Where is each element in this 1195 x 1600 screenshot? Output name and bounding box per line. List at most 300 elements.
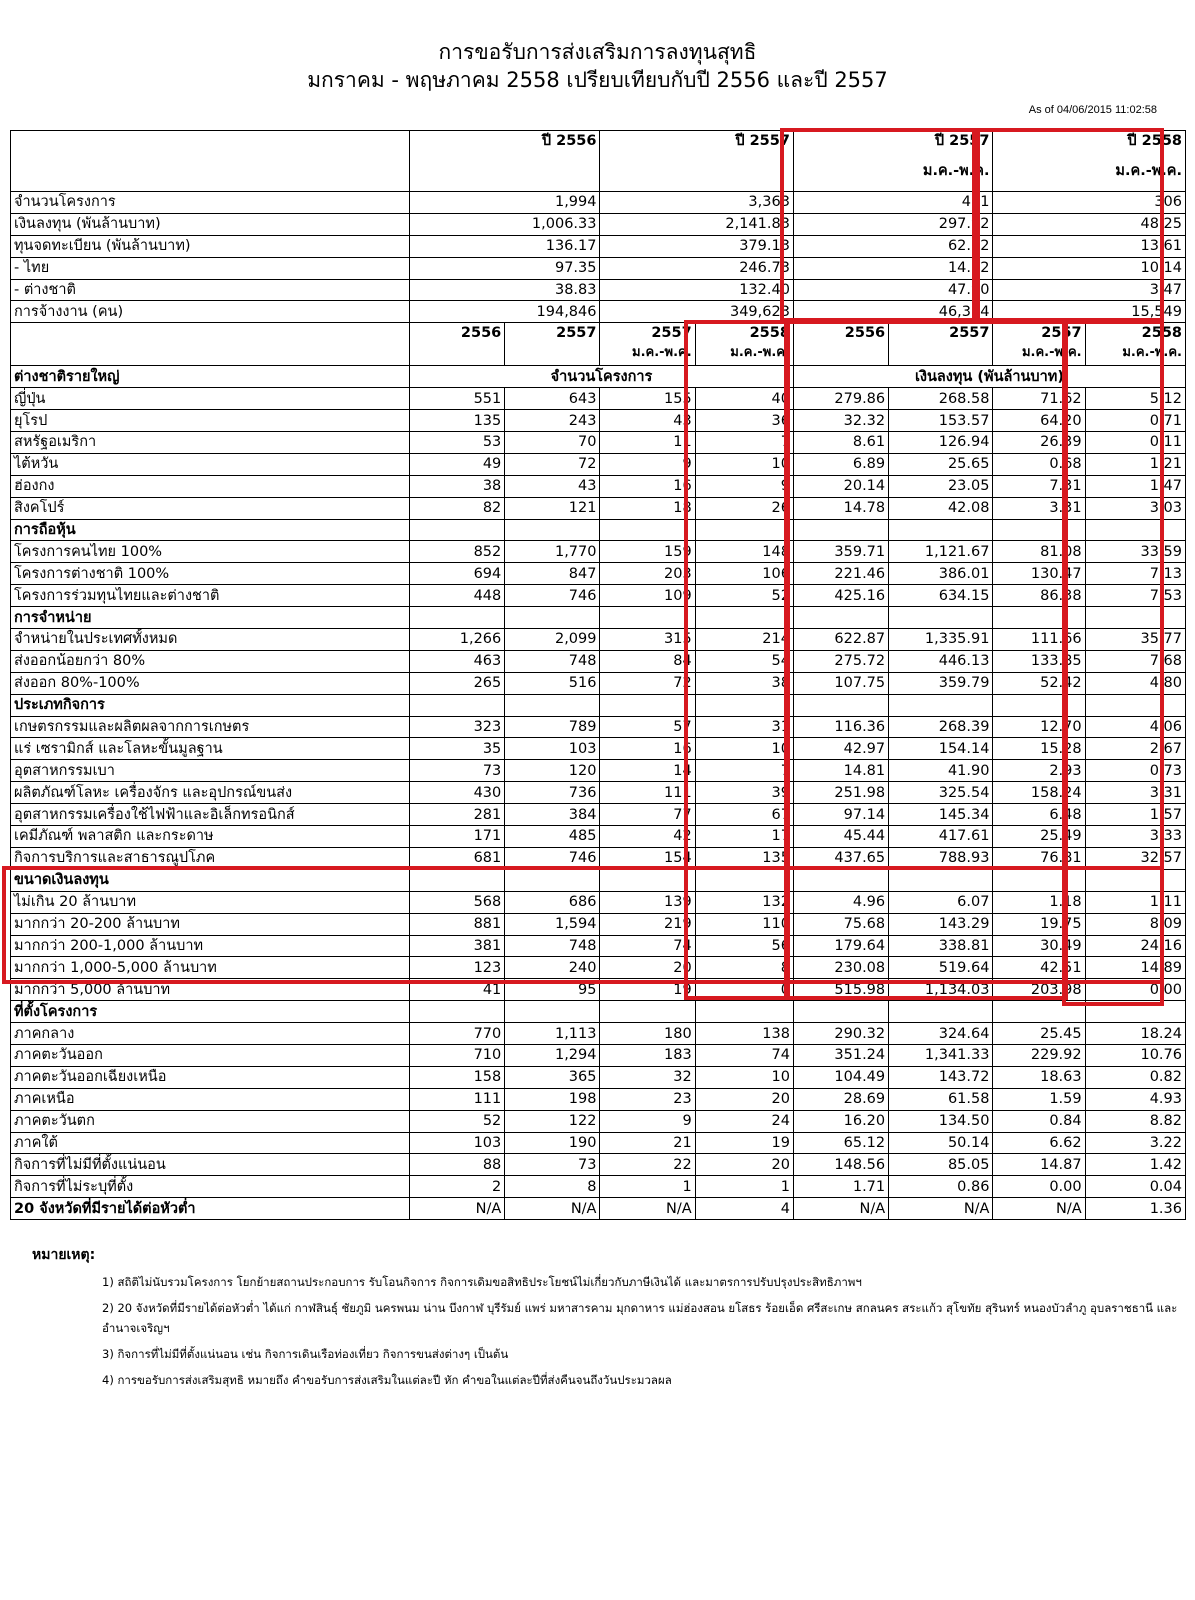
value-cell: 243	[505, 410, 600, 432]
row-label: มากกว่า 1,000-5,000 ล้านบาท	[11, 957, 410, 979]
value-cell: 8.09	[1085, 913, 1185, 935]
value-cell: 16	[600, 738, 695, 760]
row-label: มากกว่า 5,000 ล้านบาท	[11, 979, 410, 1001]
value-cell: 42.51	[993, 957, 1085, 979]
value-cell: 265	[410, 672, 505, 694]
empty-cell	[889, 694, 993, 716]
section-header-row	[11, 694, 1186, 716]
value-cell: 20	[695, 1088, 793, 1110]
section-title: ต่างชาติรายใหญ่	[11, 366, 410, 388]
value-cell: 36	[695, 410, 793, 432]
row-label: ไต้หวัน	[11, 453, 410, 475]
value-cell: 12.70	[993, 716, 1085, 738]
summary-column-header	[410, 131, 600, 192]
value-cell: 194,846	[410, 301, 600, 323]
value-cell: 103	[410, 1132, 505, 1154]
empty-cell	[410, 694, 505, 716]
value-cell: 3.31	[1085, 782, 1185, 804]
value-cell: 38	[410, 475, 505, 497]
value-cell: 138	[695, 1023, 793, 1045]
value-cell: 8	[695, 957, 793, 979]
value-cell: 290.32	[793, 1023, 888, 1045]
value-cell: 73	[505, 1154, 600, 1176]
table-row	[11, 1110, 1186, 1132]
value-cell: 64.20	[993, 410, 1085, 432]
column-year: 2557	[949, 325, 990, 342]
value-cell: 0.00	[1085, 979, 1185, 1001]
row-label: ผลิตภัณฑ์โลหะ เครื่องจักร และอุปกรณ์ขนส่ง	[11, 782, 410, 804]
value-cell: 47.90	[793, 279, 993, 301]
table-row	[11, 804, 1186, 826]
value-cell: 694	[410, 563, 505, 585]
empty-cell	[505, 607, 600, 629]
detail-header-row	[11, 323, 1186, 366]
value-cell: 516	[505, 672, 600, 694]
value-cell: 1,994	[410, 192, 600, 214]
value-cell: 0.00	[993, 1176, 1085, 1198]
value-cell: 3.22	[1085, 1132, 1185, 1154]
value-cell: 28.69	[793, 1088, 888, 1110]
value-cell: 30.49	[993, 935, 1085, 957]
table-row	[11, 957, 1186, 979]
row-label: ไม่เกิน 20 ล้านบาท	[11, 891, 410, 913]
value-cell: 21	[600, 1132, 695, 1154]
value-cell: 359.71	[793, 541, 888, 563]
empty-cell	[993, 694, 1085, 716]
value-cell: 26.39	[993, 432, 1085, 454]
value-cell: 132	[695, 891, 793, 913]
value-cell: 111	[600, 782, 695, 804]
value-cell: 568	[410, 891, 505, 913]
value-cell: 437.65	[793, 847, 888, 869]
value-cell: 16	[600, 475, 695, 497]
value-cell: 126.94	[889, 432, 993, 454]
value-cell: 111.66	[993, 629, 1085, 651]
value-cell: 230.08	[793, 957, 888, 979]
section-title: ที่ตั้งโครงการ	[11, 1001, 410, 1023]
value-cell: 43	[505, 475, 600, 497]
value-cell: 17	[695, 826, 793, 848]
empty-cell	[993, 607, 1085, 629]
row-label: มากกว่า 20-200 ล้านบาท	[11, 913, 410, 935]
summary-row	[11, 301, 1186, 323]
value-cell: 18	[600, 497, 695, 519]
empty-cell	[1085, 1001, 1185, 1023]
empty-cell	[695, 1001, 793, 1023]
empty-cell	[410, 607, 505, 629]
value-cell: 1.36	[1085, 1198, 1185, 1220]
value-cell: 155	[600, 388, 695, 410]
value-cell: 6.07	[889, 891, 993, 913]
value-cell: 198	[505, 1088, 600, 1110]
value-cell: 42.97	[793, 738, 888, 760]
value-cell: 122	[505, 1110, 600, 1132]
value-cell: 634.15	[889, 585, 993, 607]
value-cell: 748	[505, 650, 600, 672]
empty-cell	[793, 519, 888, 541]
table-row	[11, 826, 1186, 848]
page-title: การขอรับการส่งเสริมการลงทุนสุทธิ	[438, 40, 757, 64]
table-row	[11, 1023, 1186, 1045]
value-cell: 338.81	[889, 935, 993, 957]
value-cell: 190	[505, 1132, 600, 1154]
value-cell: 0.86	[889, 1176, 993, 1198]
notes-heading: หมายเหตุ:	[32, 1247, 96, 1263]
empty-cell	[993, 1001, 1085, 1023]
row-label: การจ้างงาน (คน)	[11, 301, 410, 323]
notes	[20, 1244, 1180, 1390]
value-cell: 52	[695, 585, 793, 607]
value-cell: 14.87	[993, 1154, 1085, 1176]
empty-cell	[695, 607, 793, 629]
value-cell: 7.13	[1085, 563, 1185, 585]
value-cell: 107.75	[793, 672, 888, 694]
value-cell: 45.44	[793, 826, 888, 848]
value-cell: 386.01	[889, 563, 993, 585]
detail-column-header	[410, 323, 505, 366]
value-cell: 88	[410, 1154, 505, 1176]
table-row	[11, 629, 1186, 651]
value-cell: 6.62	[993, 1132, 1085, 1154]
table-row	[11, 475, 1186, 497]
table-row	[11, 497, 1186, 519]
value-cell: 20.14	[793, 475, 888, 497]
value-cell: 5.12	[1085, 388, 1185, 410]
empty-cell	[410, 1001, 505, 1023]
value-cell: 1,006.33	[410, 213, 600, 235]
empty-cell	[1085, 694, 1185, 716]
value-cell: 325.54	[889, 782, 993, 804]
table-row	[11, 432, 1186, 454]
value-cell: 110	[695, 913, 793, 935]
row-label: จำหน่ายในประเทศทั้งหมด	[11, 629, 410, 651]
value-cell: 471	[793, 192, 993, 214]
table-row	[11, 453, 1186, 475]
value-cell: 106	[695, 563, 793, 585]
value-cell: 18.63	[993, 1066, 1085, 1088]
value-cell: 1,294	[505, 1044, 600, 1066]
table-row	[11, 650, 1186, 672]
value-cell: 214	[695, 629, 793, 651]
value-cell: 52	[410, 1110, 505, 1132]
value-cell: 10.14	[993, 257, 1186, 279]
value-cell: N/A	[993, 1198, 1085, 1220]
value-cell: 7	[695, 432, 793, 454]
summary-header-row	[11, 131, 1186, 192]
value-cell: 10.76	[1085, 1044, 1185, 1066]
value-cell: 135	[410, 410, 505, 432]
empty-cell	[505, 1001, 600, 1023]
value-cell: 154.14	[889, 738, 993, 760]
value-cell: 62.62	[793, 235, 993, 257]
column-period: ม.ค.-พ.ค.	[1122, 345, 1182, 361]
value-cell: 32	[600, 1066, 695, 1088]
value-cell: 268.58	[889, 388, 993, 410]
value-cell: 41.90	[889, 760, 993, 782]
row-label: ญี่ปุ่น	[11, 388, 410, 410]
value-cell: 19	[695, 1132, 793, 1154]
value-cell: 0.84	[993, 1110, 1085, 1132]
summary-row	[11, 192, 1186, 214]
group-label-projects: จำนวนโครงการ	[410, 366, 794, 388]
value-cell: 24.16	[1085, 935, 1185, 957]
value-cell: 297.92	[793, 213, 993, 235]
row-label: โครงการต่างชาติ 100%	[11, 563, 410, 585]
section-header-row	[11, 1001, 1186, 1023]
column-year: ปี 2556	[541, 133, 597, 149]
value-cell: 551	[410, 388, 505, 410]
column-year: 2556	[460, 325, 502, 342]
value-cell: 275.72	[793, 650, 888, 672]
value-cell: 2,099	[505, 629, 600, 651]
table-row	[11, 585, 1186, 607]
table-row	[11, 1132, 1186, 1154]
detail-column-header	[993, 323, 1085, 366]
value-cell: 4.06	[1085, 716, 1185, 738]
empty-cell	[695, 869, 793, 891]
value-cell: N/A	[600, 1198, 695, 1220]
value-cell: 746	[505, 847, 600, 869]
value-cell: 159	[600, 541, 695, 563]
empty-cell	[410, 519, 505, 541]
value-cell: 74	[600, 935, 695, 957]
empty-cell	[1085, 519, 1185, 541]
value-cell: 788.93	[889, 847, 993, 869]
table-row	[11, 716, 1186, 738]
value-cell: 43	[600, 410, 695, 432]
value-cell: 7.53	[1085, 585, 1185, 607]
value-cell: 9	[600, 1110, 695, 1132]
value-cell: 8.82	[1085, 1110, 1185, 1132]
value-cell: 25.65	[889, 453, 993, 475]
value-cell: 26	[695, 497, 793, 519]
empty-cell	[889, 607, 993, 629]
value-cell: 1.11	[1085, 891, 1185, 913]
value-cell: 32.32	[793, 410, 888, 432]
value-cell: 425.16	[793, 585, 888, 607]
value-cell: 8	[505, 1176, 600, 1198]
row-label: กิจการบริการและสาธารณูปโภค	[11, 847, 410, 869]
value-cell: 121	[505, 497, 600, 519]
section-title: การถือหุ้น	[11, 519, 410, 541]
column-year: 2557	[556, 325, 597, 342]
empty-cell	[600, 694, 695, 716]
note-item: 1) สถิติไม่นับรวมโครงการ โยกย้ายสถานประกอบการ รับโอนกิจการ กิจการเดิมขอสิทธิประโยชน์ไม่เกี่ยวกับภาษีเงินได้ และมาตรการปรับปรุงประสิทธิภาพฯ	[102, 1275, 862, 1289]
column-year: ปี 2557	[934, 133, 990, 149]
table-row	[11, 891, 1186, 913]
value-cell: 515.98	[793, 979, 888, 1001]
value-cell: 57	[600, 716, 695, 738]
table-row	[11, 1044, 1186, 1066]
empty-cell	[889, 1001, 993, 1023]
value-cell: 2	[410, 1176, 505, 1198]
value-cell: 111	[410, 1088, 505, 1110]
value-cell: 1,121.67	[889, 541, 993, 563]
value-cell: 70	[505, 432, 600, 454]
value-cell: 681	[410, 847, 505, 869]
row-label: อุตสาหกรรมเครื่องใช้ไฟฟ้าและอิเล็กทรอนิกส์	[11, 804, 410, 826]
row-label: เงินลงทุน (พันล้านบาท)	[11, 213, 410, 235]
value-cell: 9	[600, 453, 695, 475]
value-cell: 847	[505, 563, 600, 585]
value-cell: 77	[600, 804, 695, 826]
value-cell: 881	[410, 913, 505, 935]
table-row	[11, 1176, 1186, 1198]
table-row	[11, 935, 1186, 957]
value-cell: 183	[600, 1044, 695, 1066]
value-cell: 381	[410, 935, 505, 957]
value-cell: 35.77	[1085, 629, 1185, 651]
empty-cell	[793, 694, 888, 716]
value-cell: 32.57	[1085, 847, 1185, 869]
table-row	[11, 913, 1186, 935]
value-cell: 4	[695, 1198, 793, 1220]
value-cell: 9	[695, 475, 793, 497]
row-label: 20 จังหวัดที่มีรายได้ต่อหัวต่ำ	[11, 1198, 410, 1220]
column-year: 2558	[1141, 325, 1182, 342]
value-cell: 1.57	[1085, 804, 1185, 826]
value-cell: 72	[600, 672, 695, 694]
column-period: ม.ค.-พ.ค.	[1115, 163, 1182, 179]
value-cell: 2.67	[1085, 738, 1185, 760]
summary-row	[11, 235, 1186, 257]
value-cell: 4.96	[793, 891, 888, 913]
empty-cell	[695, 694, 793, 716]
table-row	[11, 979, 1186, 1001]
value-cell: 61.58	[889, 1088, 993, 1110]
value-cell: 446.13	[889, 650, 993, 672]
value-cell: 1	[695, 1176, 793, 1198]
value-cell: 463	[410, 650, 505, 672]
section-title: ขนาดเงินลงทุน	[11, 869, 410, 891]
final-row	[11, 1198, 1186, 1220]
row-label: - ไทย	[11, 257, 410, 279]
value-cell: 2.93	[993, 760, 1085, 782]
column-year: 2558	[749, 325, 790, 342]
value-cell: 519.64	[889, 957, 993, 979]
value-cell: 14.72	[793, 257, 993, 279]
row-label: เคมีภัณฑ์ พลาสติก และกระดาษ	[11, 826, 410, 848]
table-row	[11, 541, 1186, 563]
value-cell: 116.36	[793, 716, 888, 738]
value-cell: 1.47	[1085, 475, 1185, 497]
table-row	[11, 672, 1186, 694]
value-cell: 3.03	[1085, 497, 1185, 519]
summary-row	[11, 279, 1186, 301]
value-cell: 246.73	[600, 257, 793, 279]
value-cell: 18.24	[1085, 1023, 1185, 1045]
value-cell: 76.81	[993, 847, 1085, 869]
value-cell: 349,623	[600, 301, 793, 323]
value-cell: 39	[695, 782, 793, 804]
empty-cell	[793, 869, 888, 891]
value-cell: 158	[410, 1066, 505, 1088]
value-cell: 132.40	[600, 279, 793, 301]
value-cell: 789	[505, 716, 600, 738]
summary-row	[11, 213, 1186, 235]
page-subtitle: มกราคม - พฤษภาคม 2558 เปรียบเทียบกับปี 2556 และปี 2557	[307, 68, 888, 92]
value-cell: 19.75	[993, 913, 1085, 935]
value-cell: 82	[410, 497, 505, 519]
value-cell: 23.05	[889, 475, 993, 497]
value-cell: 3.33	[1085, 826, 1185, 848]
row-label: ทุนจดทะเบียน (พันล้านบาท)	[11, 235, 410, 257]
value-cell: 86.38	[993, 585, 1085, 607]
value-cell: N/A	[505, 1198, 600, 1220]
value-cell: N/A	[410, 1198, 505, 1220]
column-year: 2557	[651, 325, 692, 342]
value-cell: 20	[695, 1154, 793, 1176]
value-cell: 203	[600, 563, 695, 585]
value-cell: 324.64	[889, 1023, 993, 1045]
value-cell: 38.83	[410, 279, 600, 301]
value-cell: 15.28	[993, 738, 1085, 760]
value-cell: 14	[600, 760, 695, 782]
row-label: แร่ เซรามิกส์ และโลหะขั้นมูลฐาน	[11, 738, 410, 760]
value-cell: 52.42	[993, 672, 1085, 694]
value-cell: N/A	[889, 1198, 993, 1220]
value-cell: 25.49	[993, 826, 1085, 848]
value-cell: 38	[695, 672, 793, 694]
value-cell: 1,113	[505, 1023, 600, 1045]
value-cell: 379.13	[600, 235, 793, 257]
row-label: ฮ่องกง	[11, 475, 410, 497]
value-cell: 49	[410, 453, 505, 475]
value-cell: 1.71	[793, 1176, 888, 1198]
value-cell: 33.59	[1085, 541, 1185, 563]
value-cell: 48.25	[993, 213, 1186, 235]
detail-column-header	[1085, 323, 1185, 366]
value-cell: 323	[410, 716, 505, 738]
section-header-row	[11, 869, 1186, 891]
empty-cell	[600, 607, 695, 629]
table-row	[11, 847, 1186, 869]
row-label: มากกว่า 200-1,000 ล้านบาท	[11, 935, 410, 957]
row-label: ภาคตะวันออกเฉียงเหนือ	[11, 1066, 410, 1088]
row-label: อุตสาหกรรมเบา	[11, 760, 410, 782]
value-cell: 24	[695, 1110, 793, 1132]
value-cell: 14.81	[793, 760, 888, 782]
value-cell: 7	[695, 760, 793, 782]
table-row	[11, 388, 1186, 410]
table-row	[11, 1088, 1186, 1110]
value-cell: 73	[410, 760, 505, 782]
value-cell: 6.89	[793, 453, 888, 475]
column-year: ปี 2557	[735, 133, 790, 149]
value-cell: 384	[505, 804, 600, 826]
value-cell: 1.59	[993, 1088, 1085, 1110]
value-cell: 97.35	[410, 257, 600, 279]
value-cell: 6.48	[993, 804, 1085, 826]
value-cell: 145.34	[889, 804, 993, 826]
value-cell: 103	[505, 738, 600, 760]
value-cell: 81.08	[993, 541, 1085, 563]
value-cell: 746	[505, 585, 600, 607]
value-cell: 8.61	[793, 432, 888, 454]
value-cell: 154	[600, 847, 695, 869]
value-cell: 75.68	[793, 913, 888, 935]
value-cell: 10	[695, 1066, 793, 1088]
empty-cell	[600, 869, 695, 891]
value-cell: 16.20	[793, 1110, 888, 1132]
value-cell: 143.29	[889, 913, 993, 935]
row-label: กิจการที่ไม่มีที่ตั้งแน่นอน	[11, 1154, 410, 1176]
value-cell: 0.04	[1085, 1176, 1185, 1198]
empty-cell	[505, 519, 600, 541]
value-cell: 85.05	[889, 1154, 993, 1176]
value-cell: 1,341.33	[889, 1044, 993, 1066]
value-cell: 0.82	[1085, 1066, 1185, 1088]
